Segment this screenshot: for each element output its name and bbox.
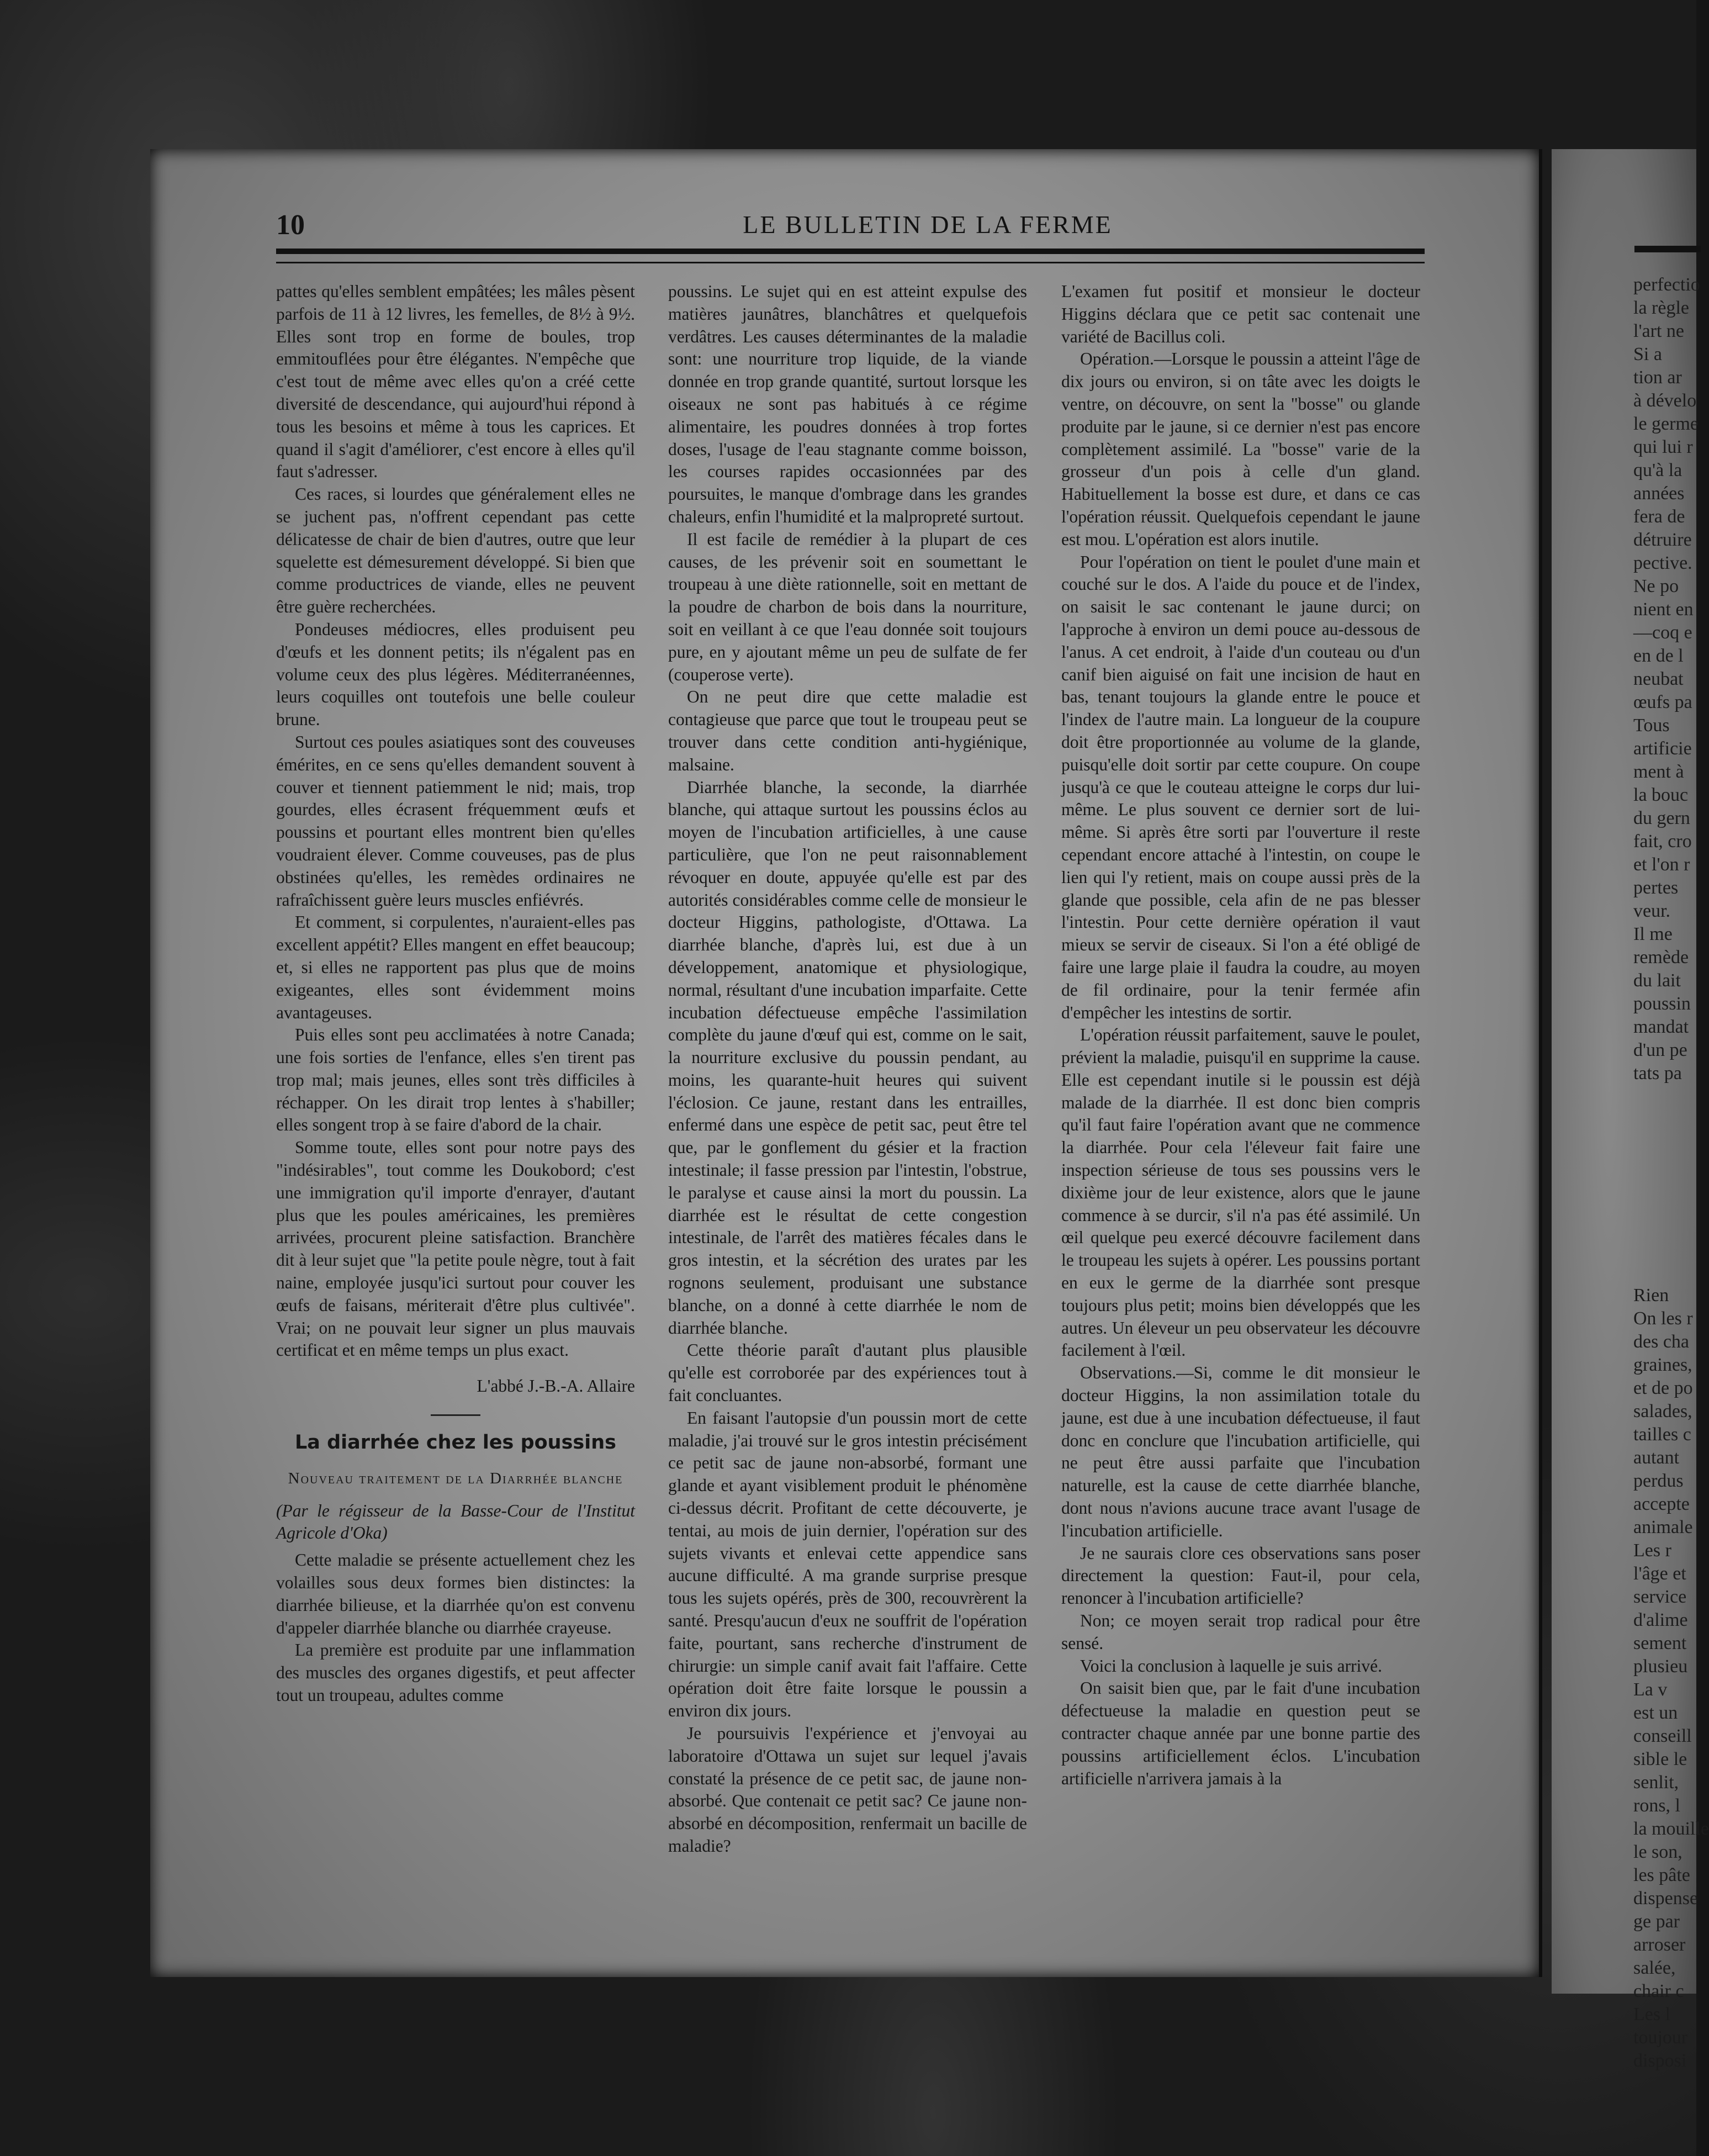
fragment-line: les pâte [1633, 1865, 1690, 1885]
paragraph: La première est produite par une inflammation des muscles des organes digestifs, et peut affecter tout un troupeau, adultes comme [276, 1640, 635, 1705]
fragment-line: le son, [1633, 1842, 1682, 1862]
newspaper-page [150, 149, 1542, 1977]
paragraph: Pour l'opération on tient le poulet d'une main et couché sur le dos. A l'aide du pouce et de l'index, on saisit le sac contenant le jaune durci; on l'approche à environ un demi pouce au-dessous de l'anus. A cet endroit, à l'aide d'un couteau ou d'un canif bien aiguisé on fait une incision de haut en bas, tenant toujours la glande entre le pouce et l'index de l'autre main. La longueur de la coupure doit être proportionnée au volume de la glande, puisqu'elle doit sortir par cette coupure. On coupe jusqu'à ce que le couteau atteigne le corps dur lui-même. Le plus souvent ce dernier sort de lui-même. Si après être sorti par l'ouverture il reste cependant encore attaché à l'intestin, on coupe le lien qui l'y retient, mais on coupe aussi près de la glande que possible, cela afin de ne pas blesser l'intestin. Pour cette dernière opération il vaut mieux se servir de ciseaux. Si l'on a été obligé de faire une large plaie il faudra la coudre, au moyen de fil ordinaire, pour la tenir fermée afin d'empêcher les intestins de sortir. [1061, 552, 1420, 1022]
running-title: LE BULLETIN DE LA FERME [743, 210, 1113, 239]
paragraph: pattes qu'elles semblent empâtées; les mâles pèsent parfois de 11 à 12 livres, les femelles, de 8½ à 9½. Elles sont trop en forme de boules, trop emmitouflées pour être élégantes. N'empêche que c'est tout de même avec elles qu'on a créé cette diversité de descendance, qui aujourd'hui répond à tous les besoins et même à tous les caprices. Et quand il s'agit d'améliorer, c'est encore à elles qu'il faut s'adresser. [276, 282, 635, 482]
paragraph: En faisant l'autopsie d'un poussin mort de cette maladie, j'ai trouvé sur le gros intestin précisément ce petit sac de jaune non-absorbé, formant une glande et ayant visiblement produit le phénomène ci-dessus décrit. Profitant de cette découverte, je tentai, au mois de juin dernier, l'opération sur des sujets vivants et enlevai cette appendice sans aucune difficulté. A ma grande surprise presque tous les sujets opérés, près de 300, recouvrèrent la santé. Presqu'aucun d'eux ne souffrit de l'opération faite, pourtant, sans recherche d'instrument de chirurgie: un simple canif avait fait l'affaire. Cette opération doit être faite lorsque le poussin a environ dix jours. [668, 1408, 1027, 1721]
fragment-line: animale [1633, 1517, 1693, 1537]
paragraph: L'opération réussit parfaitement, sauve le poulet, prévient la maladie, puisqu'il en supprime la cause. Elle est cependant inutile si le poussin est déjà malade de la diarrhée. Il est donc bien compris qu'il faut faire l'opération avant que ne commence la diarrhée. Pour cela l'éleveur fait faire une inspection sérieuse de tous ses poussins vers le dixième jour de leur existence, alors que le jaune commence à se durcir, s'il n'a pas été assimilé. Un œil quelque peu exercé découvre facilement dans le troupeau les sujets à opérer. Les poussins portant en eux le germe de la diarrhée sont presque toujours plus petit; moins bien développés que les autres. Un éleveur un peu observateur les découvre facilement à l'œil. [1061, 1025, 1420, 1360]
fragment-line: artificie [1633, 738, 1692, 759]
paragraph: Puis elles sont peu acclimatées à notre Canada; une fois sorties de l'enfance, elles s'en tirent pas trop mal; mais jeunes, elles sont très difficiles à réchapper. On les dirait trop lentes à s'habiller; elles songent trop à se faire d'abord de la chair. [276, 1025, 635, 1135]
paragraph: Surtout ces poules asiatiques sont des couveuses émérites, en ce sens qu'elles demandent souvent à couver et tiennent patiemment le nid; mais, trop gourdes, elles écrasent fréquemment œufs et poussins et pourtant elles montrent bien qu'elles voudraient élever. Comme couveuses, pas de plus obstinées qu'elles, les remèdes ordinaires ne rafraîchissent guère leurs muscles enfiévrés. [276, 732, 635, 910]
article-title: La diarrhée chez les poussins [294, 1431, 616, 1454]
fragment-line: remède [1633, 947, 1689, 968]
fragment-line: perdus [1633, 1471, 1684, 1491]
fragment-line: années [1633, 483, 1685, 504]
fragment-line: disposi [1633, 2051, 1687, 2071]
column-1 [276, 281, 635, 1707]
fragment-line: l'art ne [1633, 321, 1685, 341]
fragment-line: toujour [1633, 2027, 1688, 2048]
header-rule [276, 249, 1425, 263]
fragment-line: à dévelo [1633, 390, 1697, 411]
paragraph: Ces races, si lourdes que généralement elles ne se juchent pas, n'offrent cependant pas cette délicatesse de chair de bien d'autres, outre que leur squelette est démesurement développé. Si bien que comme productrices de viande, elles ne peuvent être guère recherchées. [276, 484, 635, 617]
fragment-line: du gern [1633, 808, 1690, 828]
fragment-line: le germe [1633, 414, 1699, 434]
fragment-line: fera de [1633, 506, 1685, 527]
column-3 [1061, 281, 1420, 1790]
fragment-line: ge par [1633, 1911, 1680, 1932]
fragment-line: Si a [1633, 344, 1662, 364]
paragraph: Je ne saurais clore ces observations sans poser directement la question: Faut-il, pour cela, renoncer à l'incubation artificielle? [1061, 1543, 1420, 1608]
fragment-line: conseill [1633, 1726, 1692, 1746]
divider [431, 1414, 480, 1416]
fragment-line: mandat [1633, 1017, 1689, 1037]
paragraph: Pondeuses médiocres, elles produisent peu d'œufs et les donnent petits; ils n'égalent pas en volume ceux des plus légères. Méditerranéennes, leurs coquilles ont toutefois une belle couleur brune. [276, 619, 635, 730]
fragment-line: et l'on r [1633, 854, 1690, 875]
fragment-line: pertes [1633, 878, 1679, 898]
fragment-line: en de l [1633, 646, 1684, 666]
paragraph: Cette maladie se présente actuellement chez les volailles sous deux formes bien distinctes: la diarrhée bilieuse, et la diarrhée qu'on est convenu d'appeler diarrhée blanche ou diarrhée crayeuse. [276, 1550, 635, 1637]
paragraph: Et comment, si corpulentes, n'auraient-elles pas excellent appétit? Elles mangent en effet beaucoup; et, si elles ne rapportent pas plus que de moins exigeantes, elles sont évidemment moins avantageuses. [276, 912, 635, 1022]
fragment-line: œufs pa [1633, 692, 1692, 712]
fragment-line: et de po [1633, 1378, 1693, 1398]
paragraph: Non; ce moyen serait trop radical pour être sensé. [1061, 1611, 1420, 1653]
fragment-line: poussin [1633, 994, 1691, 1014]
fragment-line: la règle [1633, 298, 1689, 318]
fragment-rule [1634, 246, 1701, 252]
fragment-line: plusieu [1633, 1656, 1688, 1677]
article-subtitle: Nouveau traitement de la Diarrhée blanche [288, 1469, 623, 1487]
fragment-line: Les l [1633, 2004, 1671, 2025]
paragraph: Il est facile de remédier à la plupart de ces causes, de les prévenir soit en soumettant le troupeau à une diète rationnelle, soit en mettant de la poudre de charbon de bois dans la nourriture, soit en veillant à ce que l'eau donnée soit toujours pure, en y ajoutant même un peu de sulfate de fer (couperose verte). [668, 529, 1027, 684]
column-2 [668, 281, 1027, 1858]
page-number: 10 [276, 209, 305, 241]
paragraph: L'examen fut positif et monsieur le docteur Higgins déclara que ce petit sac contenait une variété de Bacillus coli. [1061, 282, 1420, 346]
byline: (Par le régisseur de la Basse-Cour de l'Institut Agricole d'Oka) [276, 1500, 635, 1543]
fragment-line: tailles c [1633, 1424, 1691, 1445]
fragment-line: fait, cro [1633, 831, 1692, 852]
fragment-line: sible le [1633, 1749, 1687, 1769]
fragment-line: La v [1633, 1679, 1668, 1700]
fragment-line: neubat [1633, 669, 1684, 689]
fragment-line: ment à [1633, 762, 1684, 782]
fragment-line: veur. [1633, 901, 1671, 921]
fragment-line: service [1633, 1587, 1687, 1607]
fragment-line: chair c [1633, 1981, 1684, 2001]
fragment-line: d'alime [1633, 1610, 1688, 1630]
adjacent-page-fragment [1552, 149, 1709, 2071]
fragment-line: sement [1633, 1633, 1687, 1653]
paragraph: On saisit bien que, par le fait d'une incubation défectueuse la maladie en question peut se contracter chaque année par une bonne partie des poussins artificiellement éclos. L'incubation artificielle n'arrivera jamais à la [1061, 1678, 1420, 1788]
fragment-line: du lait [1633, 970, 1681, 991]
signature: L'abbé J.-B.-A. Allaire [477, 1376, 635, 1396]
fragment-line: arroser [1633, 1935, 1686, 1955]
fragment-line: des cha [1633, 1331, 1690, 1352]
fragment-line: graines, [1633, 1355, 1692, 1375]
paragraph: Je poursuivis l'expérience et j'envoyai au laboratoire d'Ottawa un sujet sur lequel j'avais constaté la présence de ce petit sac, de jaune non-absorbé. Que contenait ce petit sac? Ce jaune non-absorbé en décomposition, renfermait un bacille de maladie? [668, 1724, 1027, 1856]
fragment-line: Tous [1633, 715, 1670, 736]
fragment-line: Il me [1633, 924, 1673, 944]
fragment-line: qu'à la [1633, 460, 1682, 480]
fragment-line: autant [1633, 1447, 1680, 1468]
fragment-line: est un [1633, 1703, 1678, 1723]
fragment-line: tats pa [1633, 1063, 1682, 1084]
paragraph: Cette théorie paraît d'autant plus plausible qu'elle est corroborée par des expériences tout à fait concluantes. [668, 1340, 1027, 1405]
paragraph: Voici la conclusion à laquelle je suis arrivé. [1080, 1656, 1383, 1676]
fragment-column [1633, 273, 1705, 1085]
fragment-line: qui lui r [1633, 437, 1693, 457]
fragment-line: —coq e [1633, 622, 1692, 643]
fragment-line: Les r [1633, 1540, 1671, 1561]
paragraph: Diarrhée blanche, la seconde, la diarrhée blanche, qui attaque surtout les poussins éclos au moyen de l'incubation artificielles, à une cause particulière, que l'on ne peut raisonnablement révoquer en doute, appuyée qu'elle est par des autorités considérables comme celle de monsieur le docteur Higgins, pathologiste, d'Ottawa. La diarrhée blanche, d'après lui, est due à un développement, anatomique et physiologique, normal, résultant d'une incubation imparfaite. Cette incubation défectueuse empêche l'assimilation complète du jaune d'œuf qui est, comme on le sait, la nourriture exclusive du poussin pendant, au moins, les quarante-huit heures qui suivent l'éclosion. Ce jaune, restant dans les entrailles, enfermé dans une espèce de petit sac, peut être tel que, par le gonflement du gésier et la fraction intestinale; il fasse pression par l'intestin, l'obstrue, le paralyse et cause ainsi la mort du poussin. La diarrhée est le résultat de cette congestion intestinale, de l'arrêt des matières fécales dans le gros intestin, et la sécrétion des urates par les rognons seulement, produisant une substance blanche, on a donné à cette diarrhée le nom de diarrhée blanche. [668, 777, 1027, 1338]
fragment-line: pective. [1633, 553, 1692, 573]
fragment-line: détruire [1633, 530, 1692, 550]
paragraph: poussins. Le sujet qui en est atteint expulse des matières jaunâtres, blanchâtres et quelquefois verdâtres. Les causes déterminantes de la maladie sont: une nourriture trop liquide, de la viande donnée en trop grande quantité, surtout lorsque les oiseaux ne sont pas habitués à ce régime alimentaire, les poudres données à trop fortes doses, l'usage de l'eau stagnante comme boisson, les courses rapides occasionnées par des poursuites, le manque d'ombrage dans les grandes chaleurs, enfin l'humidité et la malpropreté surtout. [668, 282, 1027, 526]
fragment-line: On les r [1633, 1308, 1693, 1329]
fragment-line: la bouc [1633, 785, 1689, 805]
fragment-line: Ne po [1633, 576, 1679, 596]
paragraph: On ne peut dire que cette maladie est contagieuse que parce que tout le troupeau peut se trouver dans cette condition anti-hygiénique, malsaine. [668, 687, 1027, 774]
fragment-line: accepte [1633, 1494, 1690, 1514]
fragment-line: salée, [1633, 1958, 1676, 1978]
fragment-line: rons, l [1633, 1795, 1680, 1816]
fragment-line: salades, [1633, 1401, 1692, 1422]
fragment-line: l'âge et [1633, 1563, 1686, 1584]
fragment-line: Rien [1633, 1285, 1669, 1306]
fragment-line: perfectio [1633, 274, 1700, 295]
page-header [276, 204, 1579, 249]
fragment-line: nient en [1633, 599, 1694, 620]
fragment-line: dispense [1633, 1888, 1699, 1909]
fragment-column [1633, 1284, 1709, 2073]
fragment-line: senlit, [1633, 1772, 1679, 1793]
paragraph: Opération.—Lorsque le poussin a atteint l'âge de dix jours ou environ, si on tâte avec les doigts le ventre, on découvre, on sent la "bosse" ou glande produite par le jaune, si ce dernier n'est pas encore complètement assimilé. La "bosse" varie de la grosseur d'un pois à celle d'un gland. Habituellement la bosse est dure, et dans ce cas l'opération réussit. Quelquefois cependant le jaune est mou. L'opération est alors inutile. [1061, 349, 1420, 549]
fragment-line: d'un pe [1633, 1040, 1687, 1060]
paragraph: Observations.—Si, comme le dit monsieur le docteur Higgins, la non assimilation totale du jaune, est due à une incubation défectueuse, il faut donc en conclure que l'incubation artificielle, qui ne peut être aussi parfaite que l'incubation naturelle, est la cause de cette diarrhée blanche, dont nous n'avions aucune trace avant l'usage de l'incubation artificielle. [1061, 1363, 1420, 1540]
fragment-line: tion ar [1633, 367, 1682, 388]
fragment-line: la mouille [1633, 1819, 1709, 1839]
paragraph: Somme toute, elles sont pour notre pays des "indésirables", tout comme les Doukobord; c'est une immigration qu'il importe d'enrayer, d'autant plus que les poules américaines, les premières arrivées, procurent pleine satisfaction. Branchère dit à leur sujet que "la petite poule nègre, tout à fait naine, employée jusqu'ici surtout pour couver les œufs de faisans, mériterait d'être plus cultivée". Vrai; on ne pouvait leur signer un plus mauvais certificat et en même temps un plus exact. [276, 1138, 635, 1360]
